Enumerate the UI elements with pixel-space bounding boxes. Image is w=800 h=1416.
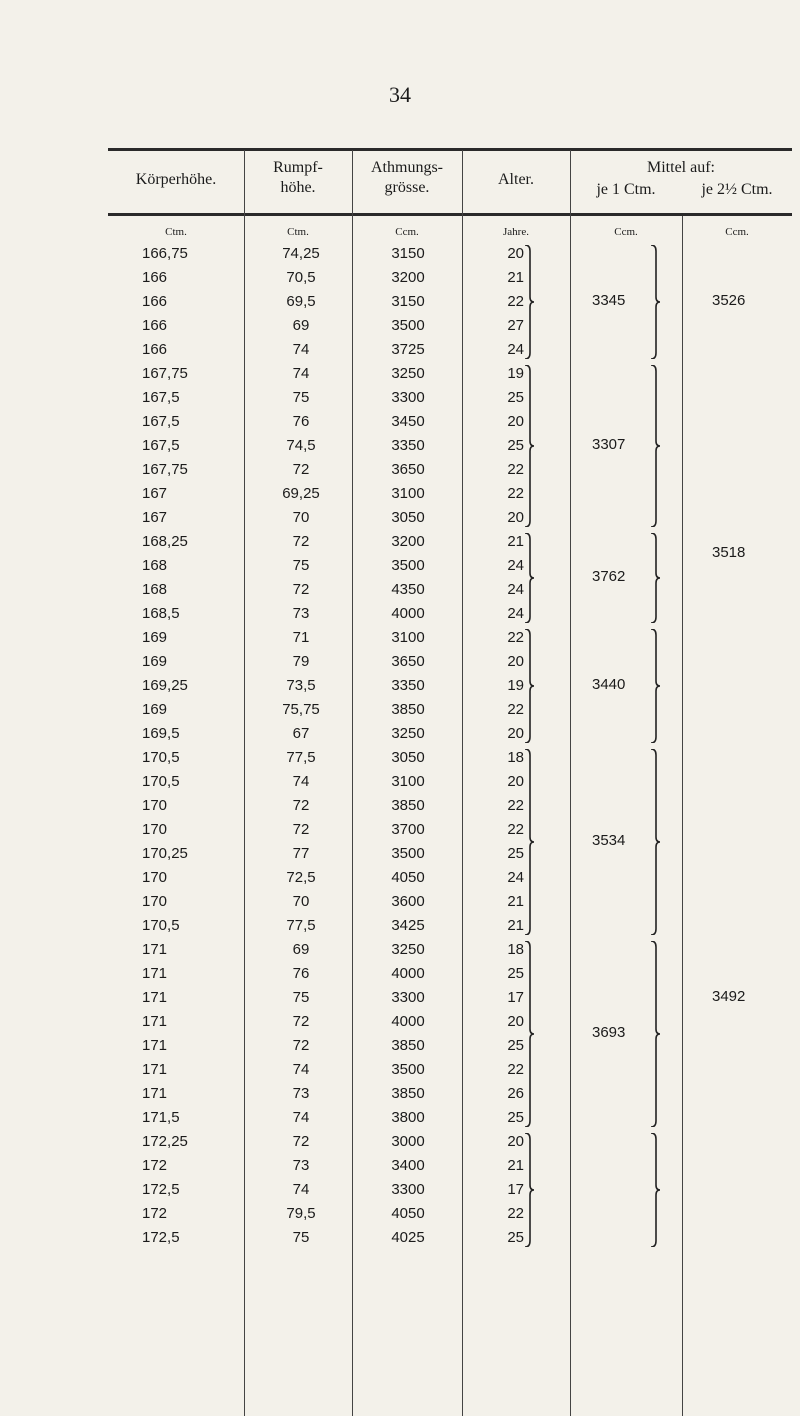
breath-value: 3250 (391, 941, 425, 958)
mean-brace (650, 749, 660, 935)
height-value: 172 (142, 1205, 168, 1222)
height-value: 170 (142, 821, 168, 838)
group-brace (524, 245, 534, 359)
height-value: 171 (142, 965, 168, 982)
table-row (108, 482, 792, 506)
trunk-value: 77,5 (286, 917, 316, 934)
trunk-value: 70 (292, 509, 310, 526)
group-brace (524, 941, 534, 1127)
trunk-value: 72 (292, 1013, 310, 1030)
top-rule (108, 148, 792, 151)
unit-age: Jahre. (503, 226, 529, 238)
trunk-value: 76 (292, 965, 310, 982)
age-value: 20 (507, 1013, 524, 1030)
unit-height: Ctm. (165, 226, 187, 238)
trunk-value: 71 (292, 629, 310, 646)
trunk-value: 74 (292, 1109, 310, 1126)
breath-value: 3200 (391, 269, 425, 286)
unit-mean-1cm: Ccm. (614, 226, 638, 238)
age-value: 22 (507, 797, 524, 814)
table-row (108, 1130, 792, 1154)
age-value: 20 (507, 653, 524, 670)
age-value: 24 (507, 869, 524, 886)
age-value: 22 (507, 1205, 524, 1222)
breath-value: 3650 (391, 653, 425, 670)
age-value: 25 (507, 389, 524, 406)
height-value: 170,5 (142, 773, 180, 790)
trunk-value: 79 (292, 653, 310, 670)
breath-value: 3850 (391, 701, 425, 718)
breath-value: 3250 (391, 365, 425, 382)
table-row (108, 578, 792, 602)
breath-value: 3650 (391, 461, 425, 478)
height-value: 167,75 (142, 365, 188, 382)
group-brace (524, 365, 534, 527)
trunk-value: 75 (292, 1229, 310, 1246)
breath-value: 4000 (391, 1013, 425, 1030)
table-row (108, 410, 792, 434)
header-trunk (244, 158, 352, 198)
trunk-value: 70,5 (286, 269, 316, 286)
header-breath-line2: grösse. (384, 179, 430, 196)
header-trunk-line1: Rumpf- (273, 159, 323, 176)
breath-value: 4050 (391, 1205, 425, 1222)
breath-value: 3500 (391, 557, 425, 574)
height-value: 172,25 (142, 1133, 188, 1150)
age-value: 22 (507, 461, 524, 478)
age-value: 25 (507, 1109, 524, 1126)
age-value: 21 (507, 1157, 524, 1174)
age-value: 25 (507, 437, 524, 454)
height-value: 169,5 (142, 725, 180, 742)
trunk-value: 72 (292, 797, 310, 814)
age-value: 18 (507, 941, 524, 958)
trunk-value: 74 (292, 365, 310, 382)
trunk-value: 72 (292, 1133, 310, 1150)
age-value: 20 (507, 725, 524, 742)
height-value: 170 (142, 797, 168, 814)
breath-value: 3450 (391, 413, 425, 430)
trunk-value: 69,5 (286, 293, 316, 310)
trunk-value: 69,25 (282, 485, 320, 502)
table-row (108, 530, 792, 554)
table-row (108, 626, 792, 650)
table-row (108, 986, 792, 1010)
height-value: 171 (142, 1013, 168, 1030)
age-value: 20 (507, 413, 524, 430)
trunk-value: 69 (292, 941, 310, 958)
age-value: 24 (507, 341, 524, 358)
table-row (108, 266, 792, 290)
header-mean: Mittel auf: (647, 159, 715, 176)
breath-value: 3150 (391, 293, 425, 310)
header-mean-2-5cm: je 2½ Ctm. (701, 181, 773, 198)
breath-value: 3500 (391, 317, 425, 334)
trunk-value: 72 (292, 581, 310, 598)
trunk-value: 73 (292, 1157, 310, 1174)
trunk-value: 75 (292, 557, 310, 574)
unit-mean-2-5cm: Ccm. (725, 226, 749, 238)
height-value: 171 (142, 1061, 168, 1078)
height-value: 166 (142, 293, 168, 310)
trunk-value: 75,75 (282, 701, 320, 718)
table-row (108, 794, 792, 818)
trunk-value: 74,25 (282, 245, 320, 262)
table-row (108, 386, 792, 410)
breath-value: 3725 (391, 341, 425, 358)
age-value: 22 (507, 293, 524, 310)
height-value: 172,5 (142, 1181, 180, 1198)
header-mean-1cm: je 1 Ctm. (596, 181, 656, 198)
age-value: 20 (507, 773, 524, 790)
breath-value: 3250 (391, 725, 425, 742)
breath-value: 3300 (391, 989, 425, 1006)
age-value: 20 (507, 1133, 524, 1150)
table-row (108, 842, 792, 866)
age-value: 24 (507, 581, 524, 598)
table-row (108, 434, 792, 458)
trunk-value: 70 (292, 893, 310, 910)
table-row (108, 722, 792, 746)
breath-value: 3100 (391, 629, 425, 646)
table-row (108, 890, 792, 914)
age-value: 20 (507, 245, 524, 262)
height-value: 170,5 (142, 749, 180, 766)
trunk-value: 75 (292, 389, 310, 406)
height-value: 170 (142, 893, 168, 910)
trunk-value: 77,5 (286, 749, 316, 766)
height-value: 167 (142, 509, 168, 526)
age-value: 18 (507, 749, 524, 766)
mean-brace (650, 1133, 660, 1247)
unit-breath: Ccm. (395, 226, 419, 238)
breath-value: 3050 (391, 509, 425, 526)
mean-brace (650, 365, 660, 527)
mean-1cm-value: 3693 (592, 1024, 626, 1041)
breath-value: 3300 (391, 389, 425, 406)
breath-value: 4350 (391, 581, 425, 598)
breath-value: 3600 (391, 893, 425, 910)
table-row (108, 770, 792, 794)
breath-value: 3800 (391, 1109, 425, 1126)
height-value: 167,5 (142, 413, 180, 430)
page-number: 34 (389, 82, 411, 107)
table-row (108, 1226, 792, 1250)
trunk-value: 79,5 (286, 1205, 316, 1222)
height-value: 166 (142, 317, 168, 334)
mean-brace (650, 941, 660, 1127)
mean-brace (650, 629, 660, 743)
height-value: 168 (142, 557, 168, 574)
age-value: 27 (507, 317, 524, 334)
age-value: 19 (507, 365, 524, 382)
table-row (108, 242, 792, 266)
age-value: 17 (507, 1181, 524, 1198)
breath-value: 4000 (391, 605, 425, 622)
breath-value: 4000 (391, 965, 425, 982)
table-row (108, 866, 792, 890)
header-age: Alter. (498, 171, 534, 188)
breath-value: 3850 (391, 1037, 425, 1054)
trunk-value: 73 (292, 1085, 310, 1102)
table-row (108, 746, 792, 770)
trunk-value: 74,5 (286, 437, 316, 454)
mean-1cm-value: 3440 (592, 676, 626, 693)
height-value: 169 (142, 653, 168, 670)
table-row (108, 338, 792, 362)
breath-value: 3425 (391, 917, 425, 934)
height-value: 168,25 (142, 533, 188, 550)
table-row (108, 914, 792, 938)
table-row (108, 650, 792, 674)
mean-1cm-value: 3534 (592, 832, 626, 849)
trunk-value: 72,5 (286, 869, 316, 886)
table-row (108, 506, 792, 530)
header-trunk-line2: höhe. (280, 179, 316, 196)
height-value: 167,75 (142, 461, 188, 478)
table-row (108, 458, 792, 482)
table-row (108, 314, 792, 338)
mean-1cm-value: 3345 (592, 292, 626, 309)
group-brace (524, 629, 534, 743)
table-row (108, 1034, 792, 1058)
trunk-value: 77 (292, 845, 310, 862)
breath-value: 3500 (391, 1061, 425, 1078)
height-value: 169 (142, 701, 168, 718)
breath-value: 3850 (391, 797, 425, 814)
age-value: 25 (507, 845, 524, 862)
height-value: 171,5 (142, 1109, 180, 1126)
table-row (108, 290, 792, 314)
mean-2-5cm-value: 3518 (712, 544, 746, 561)
table-row (108, 938, 792, 962)
header-rule (108, 213, 792, 216)
table-row (108, 818, 792, 842)
breath-value: 3050 (391, 749, 425, 766)
table-row (108, 674, 792, 698)
height-value: 169 (142, 629, 168, 646)
trunk-value: 73,5 (286, 677, 316, 694)
breath-value: 3200 (391, 533, 425, 550)
mean-1cm-value: 3307 (592, 436, 626, 453)
breath-value: 3700 (391, 821, 425, 838)
table-row (108, 602, 792, 626)
height-value: 170,25 (142, 845, 188, 862)
header-height: Körperhöhe. (135, 171, 217, 188)
trunk-value: 73 (292, 605, 310, 622)
header-breath-line1: Athmungs- (371, 159, 443, 176)
breath-value: 4050 (391, 869, 425, 886)
age-value: 22 (507, 485, 524, 502)
group-brace (524, 749, 534, 935)
breath-value: 3350 (391, 677, 425, 694)
height-value: 170 (142, 869, 168, 886)
height-value: 167,5 (142, 389, 180, 406)
trunk-value: 74 (292, 773, 310, 790)
height-value: 170,5 (142, 917, 180, 934)
header-breath (352, 158, 462, 198)
mean-2-5cm-value: 3492 (712, 988, 746, 1005)
age-value: 22 (507, 1061, 524, 1078)
height-value: 167 (142, 485, 168, 502)
trunk-value: 74 (292, 1061, 310, 1078)
height-value: 166,75 (142, 245, 188, 262)
trunk-value: 76 (292, 413, 310, 430)
age-value: 21 (507, 893, 524, 910)
unit-trunk: Ctm. (287, 226, 309, 238)
breath-value: 3500 (391, 845, 425, 862)
trunk-value: 72 (292, 461, 310, 478)
age-value: 24 (507, 557, 524, 574)
age-value: 19 (507, 677, 524, 694)
table-row (108, 362, 792, 386)
age-value: 22 (507, 629, 524, 646)
breath-value: 4025 (391, 1229, 425, 1246)
table-row (108, 962, 792, 986)
age-value: 21 (507, 917, 524, 934)
trunk-value: 74 (292, 1181, 310, 1198)
height-value: 166 (142, 341, 168, 358)
height-value: 169,25 (142, 677, 188, 694)
table-row (108, 1058, 792, 1082)
height-value: 168 (142, 581, 168, 598)
trunk-value: 72 (292, 1037, 310, 1054)
table-row (108, 1178, 792, 1202)
trunk-value: 67 (292, 725, 310, 742)
trunk-value: 72 (292, 821, 310, 838)
mean-brace (650, 245, 660, 359)
table-row (108, 1106, 792, 1130)
breath-value: 3350 (391, 437, 425, 454)
height-value: 171 (142, 989, 168, 1006)
table-row (108, 1082, 792, 1106)
age-value: 24 (507, 605, 524, 622)
age-value: 22 (507, 701, 524, 718)
trunk-value: 74 (292, 341, 310, 358)
height-value: 171 (142, 941, 168, 958)
breath-value: 3300 (391, 1181, 425, 1198)
table-row (108, 1202, 792, 1226)
height-value: 168,5 (142, 605, 180, 622)
age-value: 20 (507, 509, 524, 526)
age-value: 21 (507, 533, 524, 550)
breath-value: 3100 (391, 485, 425, 502)
height-value: 166 (142, 269, 168, 286)
group-brace (524, 1133, 534, 1247)
age-value: 25 (507, 1037, 524, 1054)
trunk-value: 72 (292, 533, 310, 550)
breath-value: 3100 (391, 773, 425, 790)
mean-brace (650, 533, 660, 623)
mean-2-5cm-value: 3526 (712, 292, 746, 309)
trunk-value: 69 (292, 317, 310, 334)
height-value: 167,5 (142, 437, 180, 454)
table-row (108, 1154, 792, 1178)
mean-1cm-value: 3762 (592, 568, 626, 585)
age-value: 26 (507, 1085, 524, 1102)
table-row (108, 698, 792, 722)
age-value: 25 (507, 1229, 524, 1246)
table-row (108, 1010, 792, 1034)
height-value: 171 (142, 1085, 168, 1102)
breath-value: 3850 (391, 1085, 425, 1102)
age-value: 21 (507, 269, 524, 286)
table-row (108, 554, 792, 578)
height-value: 172,5 (142, 1229, 180, 1246)
height-value: 171 (142, 1037, 168, 1054)
group-brace (524, 533, 534, 623)
breath-value: 3400 (391, 1157, 425, 1174)
breath-value: 3000 (391, 1133, 425, 1150)
age-value: 22 (507, 821, 524, 838)
trunk-value: 75 (292, 989, 310, 1006)
age-value: 25 (507, 965, 524, 982)
age-value: 17 (507, 989, 524, 1006)
height-value: 172 (142, 1157, 168, 1174)
breath-value: 3150 (391, 245, 425, 262)
